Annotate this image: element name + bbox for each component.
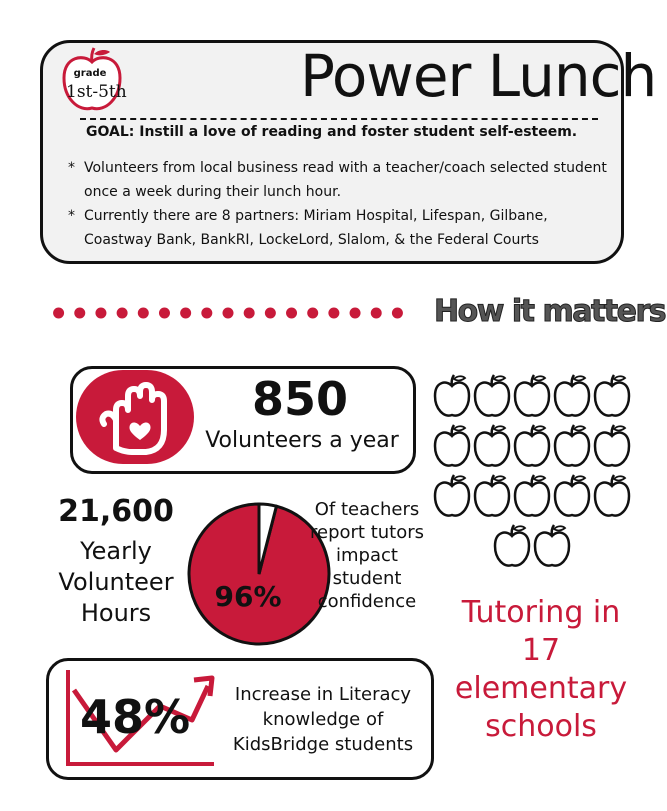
title-divider [80, 118, 598, 120]
apple-icon [475, 425, 509, 466]
section-heading: How it matters [434, 294, 666, 329]
divider-dot [328, 308, 339, 319]
pie-data-label: 96% [214, 580, 282, 613]
bullet-icon: * [68, 208, 75, 224]
grade-range: 1st-5th [66, 82, 127, 102]
literacy-value: 48% [80, 690, 191, 744]
apple-icon [555, 375, 589, 416]
page-title: Power Lunch [300, 42, 657, 110]
literacy-label: Increase in Literacy knowledge of KidsBridge students [232, 684, 414, 755]
apple-icon [495, 525, 529, 566]
divider-dot [53, 308, 64, 319]
dotted-divider [48, 306, 408, 320]
hand-heart-badge [76, 370, 194, 464]
divider-dot [392, 308, 403, 319]
apple-icon [515, 475, 549, 516]
bullet-text: Currently there are 8 partners: Miriam Hospital, Lifespan, Gilbane, Coastway Bank, BankRI, LockeLord, Slalom, & the Federal Courts [84, 208, 548, 248]
apple-grid [430, 372, 634, 572]
volunteers-label: Volunteers a year [205, 428, 399, 453]
schools-label: Tutoring in 17 elementary schools [454, 595, 628, 744]
apple-icon [555, 475, 589, 516]
divider-dot [201, 308, 212, 319]
hours-value: 21,600 [58, 494, 174, 529]
apple-icon [595, 475, 629, 516]
bullet-item [68, 156, 608, 204]
bullet-item [68, 204, 608, 252]
hand-heart-icon [76, 370, 194, 464]
grade-label: grade [73, 68, 107, 79]
apple-icon [515, 425, 549, 466]
divider-dot [159, 308, 170, 319]
bullet-icon: * [68, 160, 75, 176]
divider-dot [350, 308, 361, 319]
divider-dot [74, 308, 85, 319]
divider-dot [286, 308, 297, 319]
apple-icon [555, 425, 589, 466]
divider-dot [307, 308, 318, 319]
apple-icon [435, 375, 469, 416]
apple-icon [595, 375, 629, 416]
divider-dot [95, 308, 106, 319]
apple-icon [475, 375, 509, 416]
apple-icon [595, 425, 629, 466]
divider-dot [117, 308, 128, 319]
hours-label: Yearly Volunteer Hours [58, 537, 174, 627]
divider-dot [244, 308, 255, 319]
apple-icon [475, 475, 509, 516]
bullet-text: Volunteers from local business read with a teacher/coach selected student once a week during their lunch hour. [84, 160, 607, 200]
apple-icon [435, 425, 469, 466]
divider-dot [223, 308, 234, 319]
apple-badge-icon [56, 44, 128, 116]
divider-dot [180, 308, 191, 319]
divider-dot [265, 308, 276, 319]
divider-dot [138, 308, 149, 319]
confidence-label: Of teachers report tutors impact student confidence [310, 499, 425, 612]
goal-statement: GOAL: Instill a love of reading and foster student self-esteem. [86, 124, 578, 140]
apple-icon [515, 375, 549, 416]
apple-icon [435, 475, 469, 516]
volunteers-value: 850 [251, 372, 349, 426]
divider-dot [371, 308, 382, 319]
apple-icon [535, 525, 569, 566]
